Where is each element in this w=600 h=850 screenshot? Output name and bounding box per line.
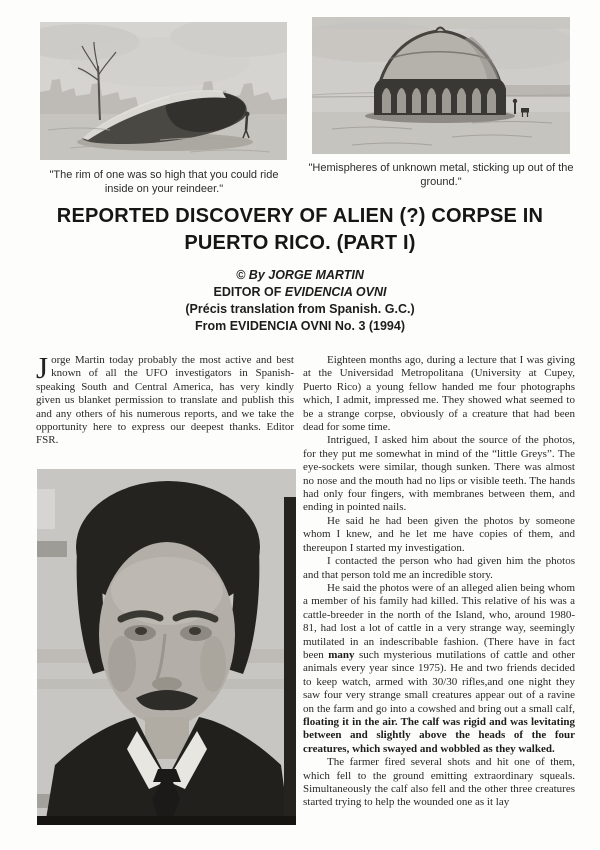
saucer-sketch-caption: "The rim of one was so high that you could ride inside on your reindeer." xyxy=(49,169,279,195)
body-text: He said the photos were of an alleged alien being whom a member of his family had killed. This relative of his was a cattle-breeder in the north of the Island, who, around 1980-81, had lost a lot of cattle in a very strange way, seemingly mutilated in an indescribable fashion. (There have in fact been xyxy=(303,581,575,661)
byline-author: © By JORGE MARTIN xyxy=(236,268,364,282)
body-text: He said he had been given the photos by someone whom I knew, and he let me have copies of them, and thereupon I started my investigation. xyxy=(303,514,575,554)
article-title xyxy=(0,203,600,257)
byline-publication: EVIDENCIA OVNI xyxy=(284,285,387,299)
saucer-sketch-drawing xyxy=(40,22,287,160)
editor-intro-text: orge Martin today probably the most active and best known of all the UFO investigators in Spanish-speaking South and Central America, has very kindly given us blanket permission to translate and publish this and any others of his numerous reports, and we take the opportunity here to express our deepest thanks. Editor FSR. xyxy=(36,354,294,447)
body-text: Intrigued, I asked him about the source of the photos, for they put me somewhat in mind of the “little Greys”. The eye-sockets were similar, though sunken. There was almost no nose and the mouth had no lips or visible teeth. The hands had only four fingers, with membranes between them, and ending in pointed nails. xyxy=(303,434,575,514)
bold-text: floating it in the air. The calf was rigid and was levitating between and slightly above the heads of the four creatures, which swayed and wobbled as they walked. xyxy=(303,715,575,755)
article-title-line1: REPORTED DISCOVERY OF ALIEN (?) CORPSE IN xyxy=(56,205,544,227)
bold-text: many xyxy=(328,648,355,661)
article-paragraph xyxy=(303,515,575,555)
dome-sketch-drawing xyxy=(312,17,570,154)
article-paragraph xyxy=(303,434,575,514)
left-column xyxy=(36,350,294,448)
body-text: such mysterious mutilations of cattle and other animals every year since 1975). He and two friends decided to keep watch, armed with 30/30 rifles,and one night they saw four very strange small creatures appear out of a ravine on the farm and go into a cowshed and bring out a small calf, xyxy=(303,648,576,715)
body-text: I contacted the person who had given him the photos and that person told me an incredible story. xyxy=(303,555,575,581)
jorge-martin-portrait-photo xyxy=(37,469,296,825)
saucer-sketch-image xyxy=(40,22,287,160)
article-paragraph xyxy=(303,555,575,582)
portrait-drawing xyxy=(37,469,296,825)
dome-sketch-image xyxy=(312,17,570,154)
article-title-line2: PUERTO RICO. (PART I) xyxy=(184,232,416,254)
byline-source: From EVIDENCIA OVNI No. 3 (1994) xyxy=(195,319,405,333)
article-paragraph xyxy=(303,756,575,810)
byline-editor-prefix: EDITOR OF xyxy=(213,285,285,299)
article-paragraph xyxy=(303,582,575,756)
article-paragraph xyxy=(303,354,575,434)
editor-intro-paragraph xyxy=(36,350,294,448)
byline-block xyxy=(0,267,600,335)
body-text: The farmer fired several shots and hit one of them, which fell to the ground emitting extraordinary squeals. Simultaneously the calf also fell and the other three creatures started trying to help the wounded one as it lay xyxy=(303,756,575,809)
byline-translation-note: (Précis translation from Spanish. G.C.) xyxy=(185,302,415,316)
dome-sketch-caption: "Hemispheres of unknown metal, sticking up out of the ground." xyxy=(308,162,574,188)
body-text: Eighteen months ago, during a lecture that I was giving at the Universidad Metropolitana (University at Cupey, Puerto Rico) a young fellow handed me four photographs which, I admit, impressed me. They showed what seemed to be a strange corpse, obviously of a creature that had been dead for some time. xyxy=(303,354,575,434)
article-column xyxy=(303,354,575,810)
byline-editor xyxy=(0,284,600,301)
drop-cap: J xyxy=(36,350,49,385)
